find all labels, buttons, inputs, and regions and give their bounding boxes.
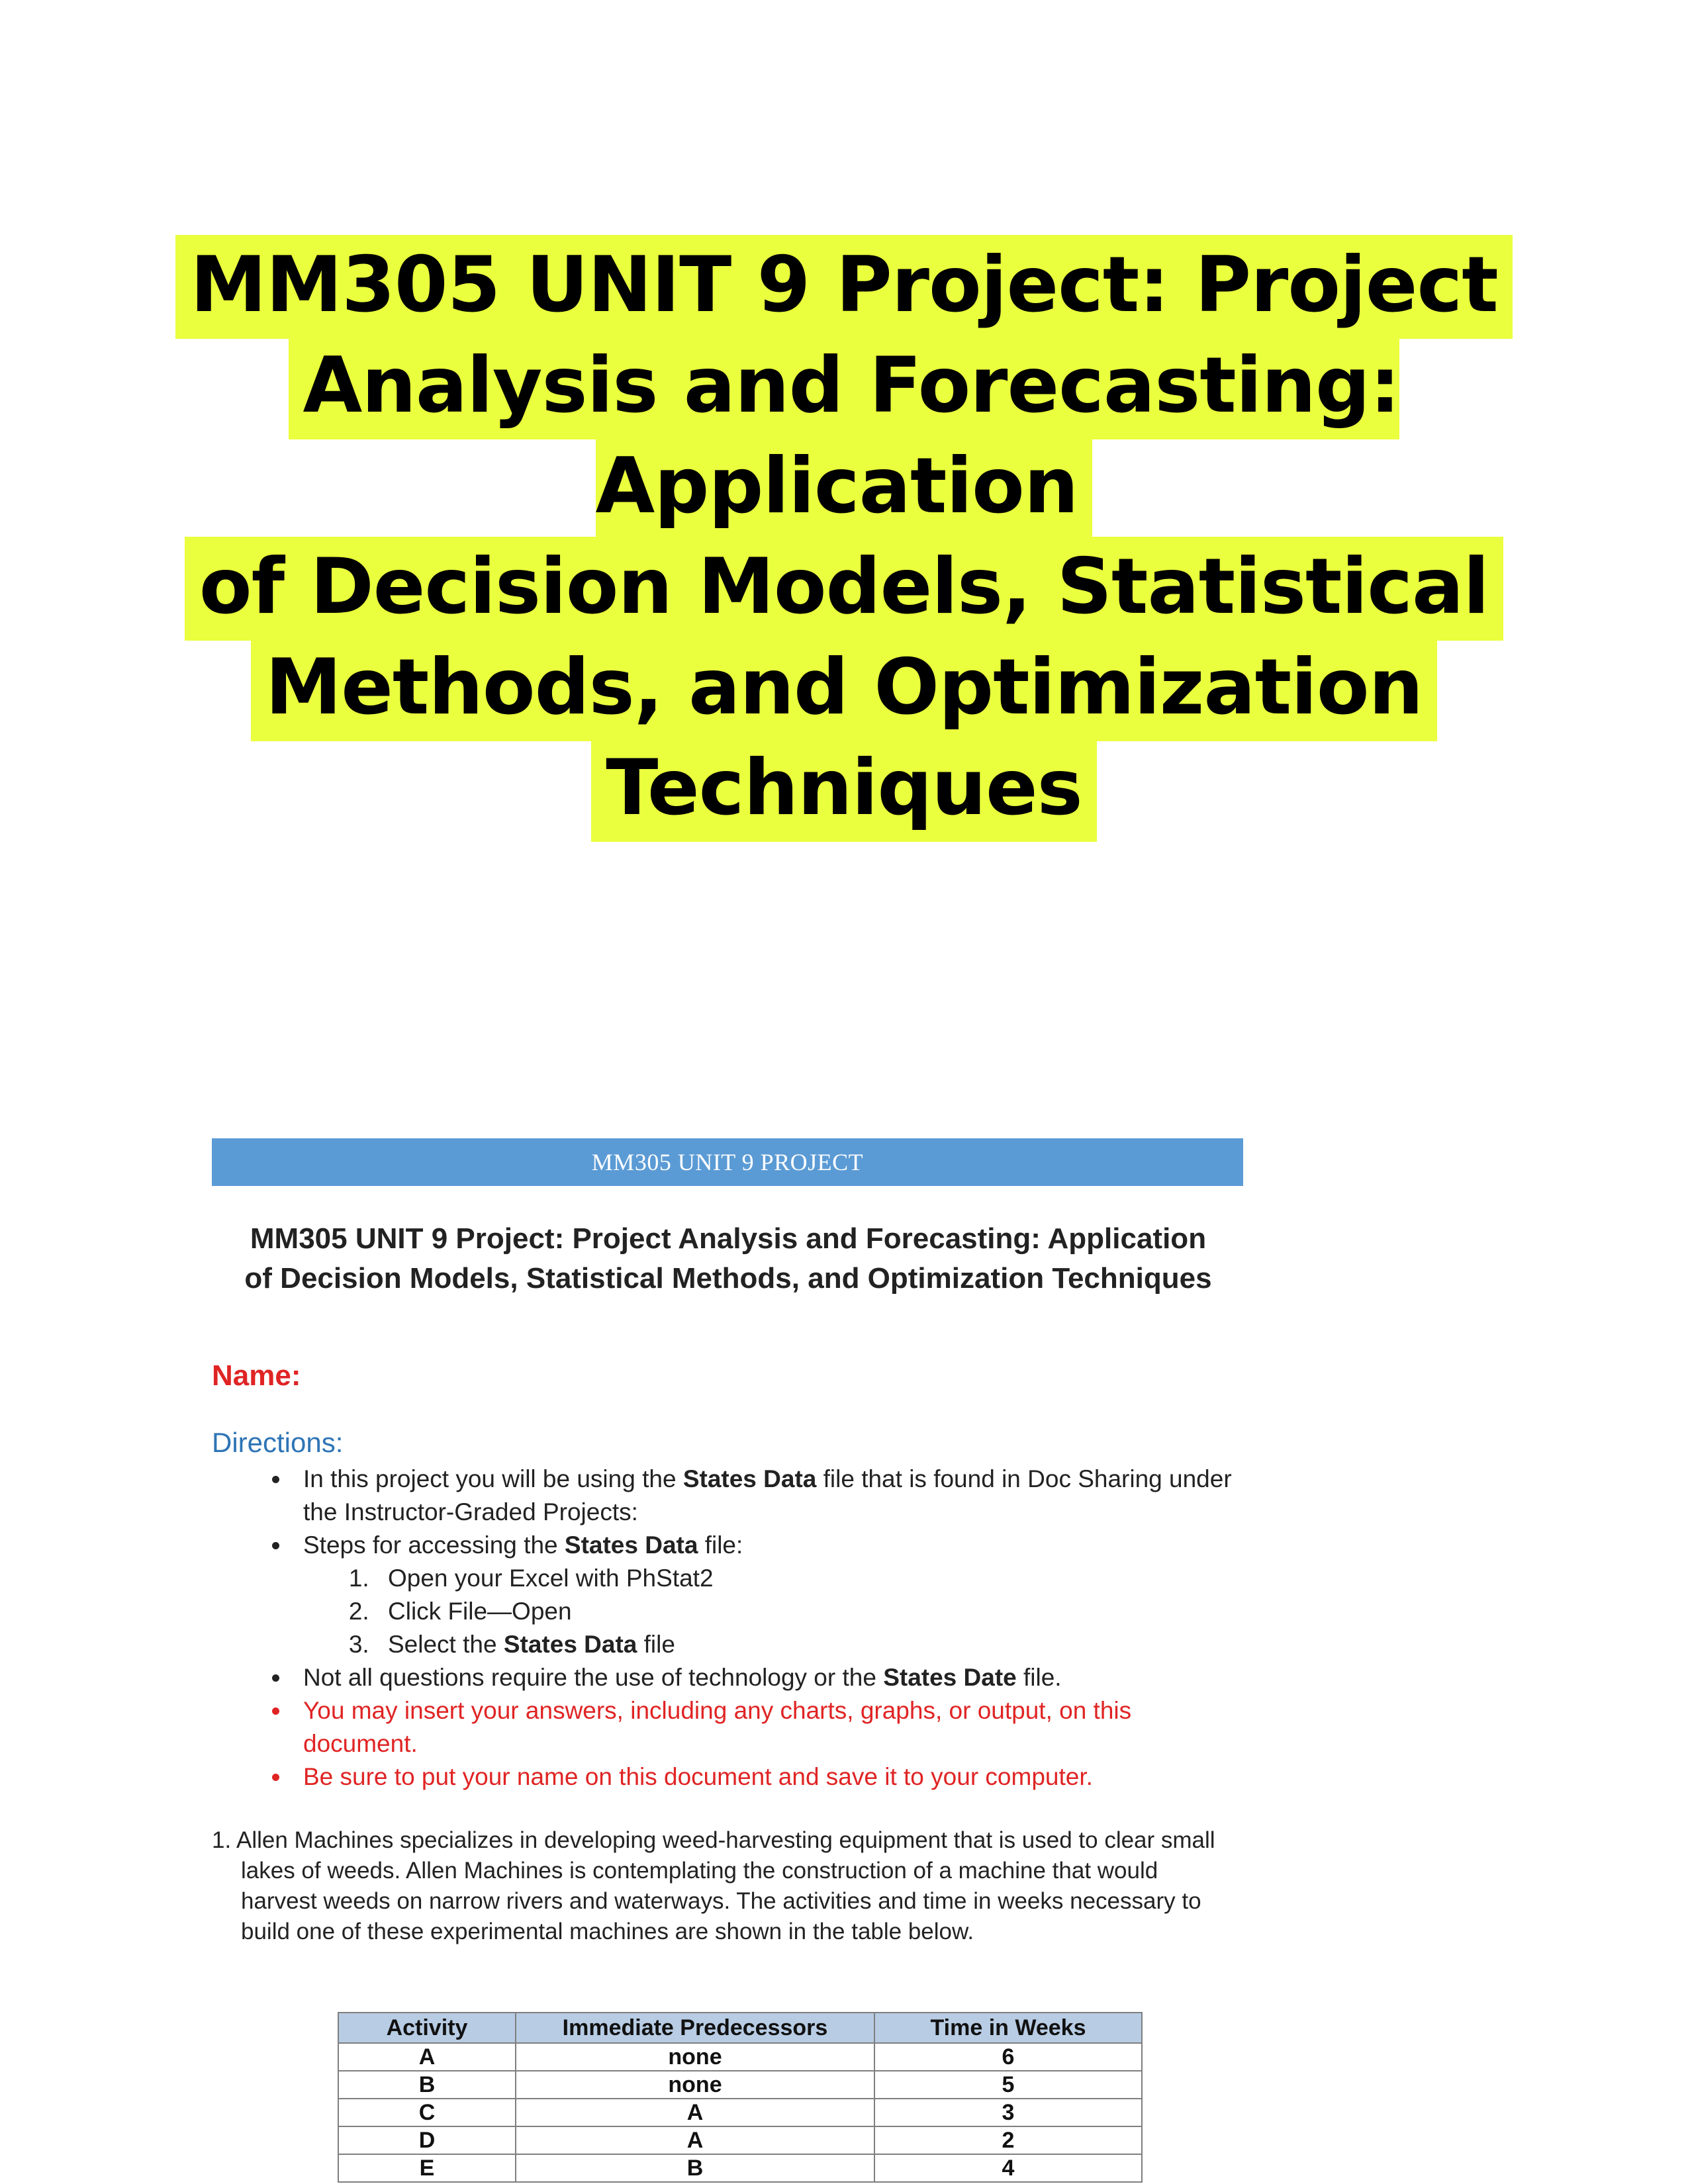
table-row [338,2154,1142,2182]
direction-text: In this project you will be using the [303,1465,683,1492]
direction-text: file: [698,1531,743,1559]
cover-title-line-5: Techniques [591,738,1096,842]
step-text: Select the [388,1631,504,1658]
steps-list [303,1562,1244,1661]
question-1 [212,1825,1244,1947]
direction-text: Steps for accessing the [303,1531,565,1559]
cell-activity: A [338,2043,516,2071]
cell-predecessors: none [516,2043,874,2071]
directions-list [212,1463,1244,1794]
document-header-bar: MM305 UNIT 9 PROJECT [212,1138,1243,1186]
step-bold-text: States Data [503,1631,637,1658]
cover-title-line-3: of Decision Models, Statistical [185,537,1503,641]
cell-time: 2 [874,2126,1142,2154]
cell-time: 4 [874,2154,1142,2182]
cover-title-line-4: Methods, and Optimization [251,637,1437,741]
directions-heading: Directions: [212,1427,344,1458]
step-item: 2. Click File—Open [376,1595,1244,1628]
table-header-row [338,2013,1142,2043]
column-header-predecessors: Immediate Predecessors [516,2013,874,2043]
direction-bold-text: States Date [883,1664,1017,1691]
document-preview [212,1138,1244,2183]
cell-activity: E [338,2154,516,2182]
cell-activity: D [338,2126,516,2154]
step-item: 1. Open your Excel with PhStat2 [376,1562,1244,1595]
table-row [338,2043,1142,2071]
direction-item [291,1463,1244,1529]
cell-activity: C [338,2099,516,2126]
cell-predecessors: A [516,2126,874,2154]
table-row [338,2071,1142,2099]
cell-time: 6 [874,2043,1142,2071]
direction-item [291,1529,1244,1661]
step-text: file [637,1631,675,1658]
cover-title [132,235,1556,839]
direction-text: Not all questions require the use of technology or the [303,1664,884,1691]
document-title [212,1219,1244,1298]
question-1-body [212,1825,1234,1947]
cell-predecessors: B [516,2154,874,2182]
cell-time: 5 [874,2071,1142,2099]
step-item [376,1628,1244,1661]
cover-title-line-2: Analysis and Forecasting: Application [289,336,1400,540]
cell-activity: B [338,2071,516,2099]
column-header-activity: Activity [338,2013,516,2043]
direction-text: file. [1016,1664,1062,1691]
direction-item-warning: • You may insert your answers, including any charts, graphs, or output, on this document. [291,1694,1244,1760]
cell-predecessors: A [516,2099,874,2126]
cell-time: 3 [874,2099,1142,2126]
table-row [338,2099,1142,2126]
name-label: Name: [212,1359,301,1392]
document-title-line-1: MM305 UNIT 9 Project: Project Analysis and Forecasting: Application [250,1222,1207,1255]
question-text: Allen Machines specializes in developing weed-harvesting equipment that is used to clear small lakes of weeds. Allen Machines is contemplating the construction of a machine that would harvest weeds on narrow rivers and waterways. The activities and time in weeks necessary to build one of these experimental machines are shown in the table below. [236,1827,1215,1944]
direction-item-warning: • Be sure to put your name on this document and save it to your computer. [291,1760,1244,1794]
activity-table [338,2012,1143,2183]
direction-text: file that is found in Doc Sharing under the Instructor-Graded Projects: [303,1465,1232,1525]
direction-bold-text: States Data [564,1531,698,1559]
column-header-time: Time in Weeks [874,2013,1142,2043]
question-number: 1. [212,1827,232,1853]
table-row [338,2126,1142,2154]
cell-predecessors: none [516,2071,874,2099]
direction-item [291,1661,1244,1694]
document-title-line-2: of Decision Models, Statistical Methods, and Optimization Techniques [244,1262,1212,1295]
cover-title-line-1: MM305 UNIT 9 Project: Project [175,235,1512,339]
direction-bold-text: States Data [682,1465,817,1492]
